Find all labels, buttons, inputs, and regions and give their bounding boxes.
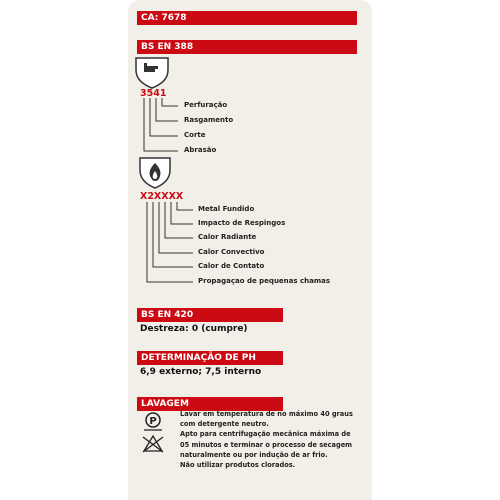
bs420-value: Destreza: 0 (cumpre) <box>140 324 248 334</box>
ca-header-bar: CA: 7678 <box>137 11 357 25</box>
heat-label-metal-fundido: Metal Fundido <box>198 205 255 213</box>
bs388-label-abrasao: Abrasão <box>184 146 217 154</box>
heat-leader-lines <box>147 202 193 282</box>
bs388-label-perfuracao: Perfuração <box>184 101 228 109</box>
product-tag <box>128 0 372 500</box>
do-not-bleach-icon <box>143 436 163 452</box>
heat-code: X2XXXX <box>140 191 184 202</box>
bs388-label-rasgamento: Rasgamento <box>184 116 234 124</box>
bs-en-388-header: BS EN 388 <box>137 40 357 54</box>
bs-en-420-header: BS EN 420 <box>137 308 283 322</box>
heat-label-pequenas-chamas: Propagaçao de pequenas chamas <box>198 277 331 285</box>
washing-instructions: Lavar em temperatura de no máximo 40 graus com detergente neutro. Apto para centrifugação mecânica máxima de 05 minutos e terminar o processo de secagem naturalmente ou por indução de ar frio. Não utilizar produtos clorados. <box>180 410 353 470</box>
heat-label-impacto: Impacto de Respingos <box>198 219 286 227</box>
ph-value: 6,9 externo; 7,5 interno <box>140 367 262 377</box>
flame-shield-icon <box>140 158 170 188</box>
heat-label-calor-radiante: Calor Radiante <box>198 233 257 241</box>
heat-label-calor-contato: Calor de Contato <box>198 262 265 270</box>
bs388-label-corte: Corte <box>184 131 206 139</box>
svg-text:P: P <box>149 416 157 427</box>
professional-cleaning-p-icon <box>144 413 162 430</box>
glove-shield-icon <box>136 58 168 88</box>
lavagem-header: LAVAGEM <box>137 397 283 411</box>
ph-header: DETERMINAÇÃO DE PH <box>137 351 283 365</box>
heat-label-calor-convectivo: Calor Convectivo <box>198 248 265 256</box>
bs388-leader-lines <box>144 98 178 151</box>
bs388-code: 3541 <box>140 88 167 99</box>
